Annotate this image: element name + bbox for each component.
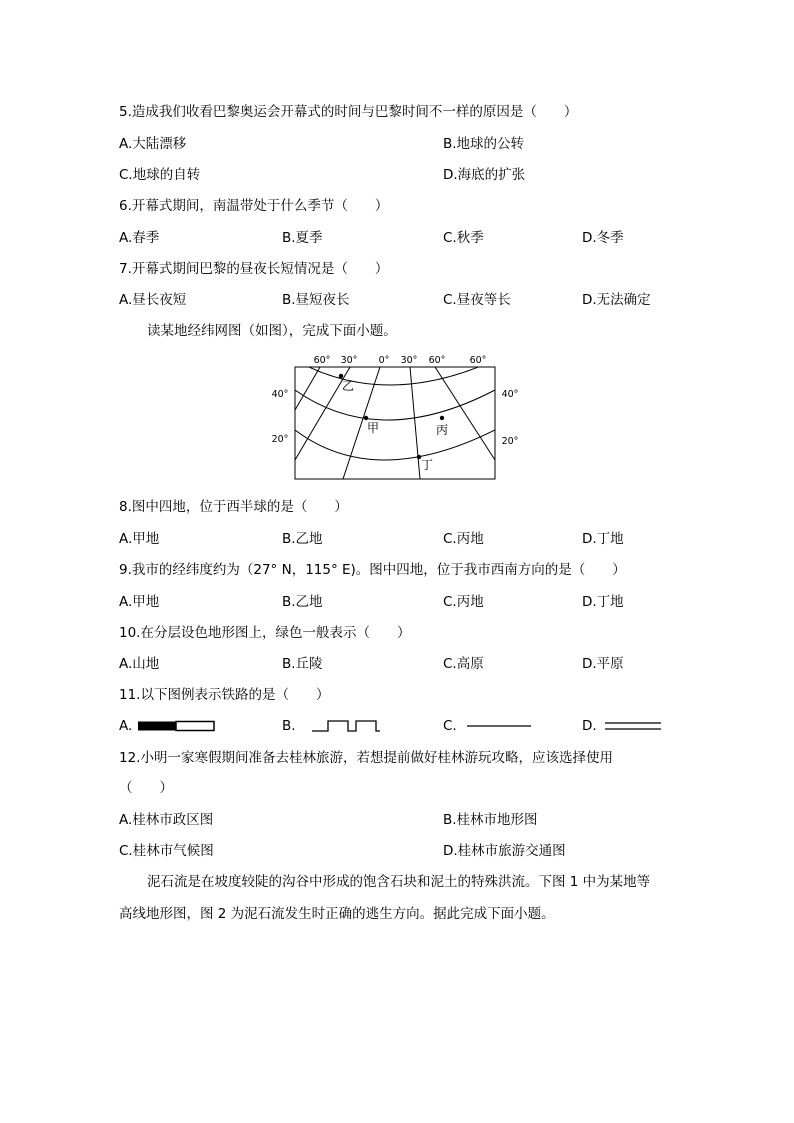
q11-option-b[interactable]: [282, 717, 390, 735]
latlong-grid-map: [260, 350, 530, 485]
left-label-40: 40°: [271, 389, 289, 400]
right-label-40: 40°: [501, 389, 519, 400]
left-label-20: 20°: [271, 434, 289, 445]
meridian-60e: [435, 367, 495, 460]
q7-option-c[interactable]: C.昼夜等长: [443, 292, 511, 308]
q9-option-a[interactable]: A.甲地: [119, 594, 160, 610]
q8-option-b[interactable]: B.乙地: [282, 531, 323, 547]
q12-option-d[interactable]: D.桂林市旅游交通图: [443, 843, 566, 859]
q6-option-c[interactable]: C.秋季: [443, 230, 484, 246]
q7-option-a[interactable]: A.昼长夜短: [119, 292, 187, 308]
top-label-30e: 30°: [400, 355, 418, 366]
q9-option-c[interactable]: C.丙地: [443, 594, 484, 610]
question-12-stem: 12.小明一家寒假期间准备去桂林旅游，若想提前做好桂林游玩攻略，应该选择使用: [119, 750, 613, 766]
q8-option-c[interactable]: C.丙地: [443, 531, 484, 547]
point-yi-dot: [339, 374, 343, 378]
q11-option-a-label: A.: [119, 718, 133, 734]
q9-option-d[interactable]: D.丁地: [582, 594, 624, 610]
question-6-stem: 6.开幕式期间，南温带处于什么季节（ ）: [119, 198, 389, 214]
q8-option-a[interactable]: A.甲地: [119, 531, 160, 547]
legend-square-wave-icon: [312, 719, 390, 733]
q12-option-b[interactable]: B.桂林市地形图: [443, 812, 538, 828]
right-label-20: 20°: [501, 436, 519, 447]
question-8-stem: 8.图中四地，位于西半球的是（ ）: [119, 499, 348, 515]
point-bing-dot: [440, 416, 444, 420]
q10-option-b[interactable]: B.丘陵: [282, 656, 323, 672]
q11-option-c[interactable]: [443, 717, 539, 735]
debris-flow-intro-line2: 高线地形图，图 2 为泥石流发生时正确的逃生方向。据此完成下面小题。: [119, 906, 555, 922]
legend-single-line-icon: [467, 720, 539, 732]
question-11-stem: 11.以下图例表示铁路的是（ ）: [119, 687, 330, 703]
q11-option-c-label: C.: [443, 718, 457, 734]
top-label-60w: 60°: [313, 355, 331, 366]
point-jia-label: 甲: [367, 421, 380, 435]
q6-option-b[interactable]: B.夏季: [282, 230, 323, 246]
q10-option-c[interactable]: C.高原: [443, 656, 484, 672]
q11-option-d-label: D.: [582, 718, 597, 734]
point-yi-label: 乙: [342, 379, 355, 393]
q9-option-b[interactable]: B.乙地: [282, 594, 323, 610]
top-label-60e: 60°: [428, 355, 446, 366]
q5-option-d[interactable]: D.海底的扩张: [443, 167, 526, 183]
legend-double-line-icon: [605, 720, 667, 732]
top-label-0: 0°: [378, 355, 390, 366]
top-label-60e-b: 60°: [469, 355, 487, 366]
debris-flow-intro-line1: 泥石流是在坡度较陡的沟谷中形成的饱含石块和泥土的特殊洪流。下图 1 中为某地等: [147, 874, 651, 890]
q6-option-a[interactable]: A.春季: [119, 230, 160, 246]
question-5-stem: 5.造成我们收看巴黎奥运会开幕式的时间与巴黎时间不一样的原因是（ ）: [119, 104, 578, 120]
q11-option-d[interactable]: [582, 717, 667, 735]
question-9-stem: 9.我市的经纬度约为（27° N，115° E)。图中四地，位于我市西南方向的是（ ）: [119, 562, 626, 578]
point-jia-dot: [364, 416, 368, 420]
q7-option-b[interactable]: B.昼短夜长: [282, 292, 350, 308]
point-bing-label: 丙: [436, 423, 449, 437]
q5-option-c[interactable]: C.地球的自转: [119, 167, 201, 183]
meridian-60w: [295, 367, 320, 410]
q12-option-a[interactable]: A.桂林市政区图: [119, 812, 214, 828]
parallel-40: [295, 390, 495, 420]
q8-option-d[interactable]: D.丁地: [582, 531, 624, 547]
q11-option-a[interactable]: [119, 717, 215, 735]
q10-option-a[interactable]: A.山地: [119, 656, 160, 672]
q6-option-d[interactable]: D.冬季: [582, 230, 624, 246]
map-intro-text: 读某地经纬网图（如图），完成下面小题。: [147, 323, 397, 339]
q5-option-b[interactable]: B.地球的公转: [443, 136, 525, 152]
question-12-stem-continued: （ ）: [119, 780, 173, 796]
q5-option-a[interactable]: A.大陆漂移: [119, 136, 187, 152]
top-label-30w: 30°: [340, 355, 358, 366]
q10-option-d[interactable]: D.平原: [582, 656, 624, 672]
point-ding-label: 丁: [421, 458, 434, 472]
question-7-stem: 7.开幕式期间巴黎的昼夜长短情况是（ ）: [119, 261, 389, 277]
q11-option-b-label: B.: [282, 718, 296, 734]
q7-option-d[interactable]: D.无法确定: [582, 292, 651, 308]
parallel-20: [295, 430, 495, 460]
legend-black-white-bar-icon: [137, 720, 215, 732]
q12-option-c[interactable]: C.桂林市气候图: [119, 843, 214, 859]
question-10-stem: 10.在分层设色地形图上，绿色一般表示（ ）: [119, 625, 411, 641]
